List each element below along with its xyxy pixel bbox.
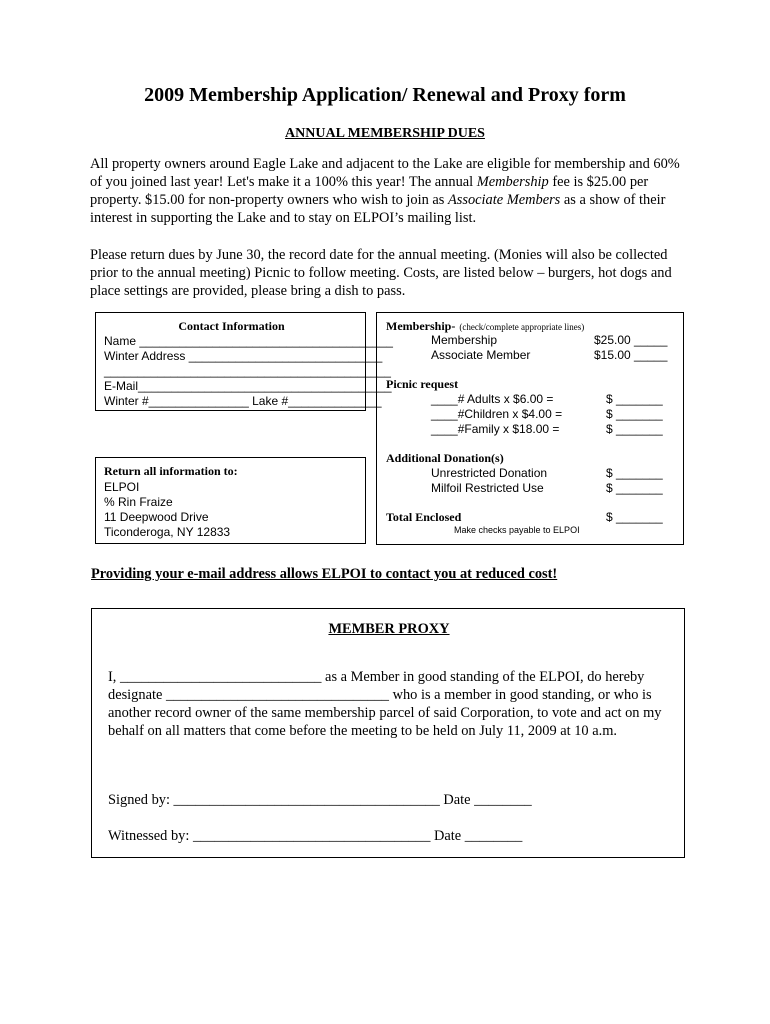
email-field[interactable]: E-Mail______________________________________ [104, 379, 392, 393]
return-address-line: 11 Deepwood Drive [104, 510, 209, 524]
donation-heading: Additional Donation(s) [386, 451, 504, 465]
total-label: Total Enclosed [386, 510, 462, 524]
address-line-2-field[interactable]: ___________________________________________ [104, 364, 391, 378]
signed-by-field[interactable]: Signed by: _____________________________________ Date ________ [108, 792, 532, 808]
membership-amount-field[interactable]: $25.00 _____ [594, 333, 668, 347]
proxy-box [91, 608, 685, 858]
total-amount[interactable]: $ _______ [606, 510, 663, 524]
unrestricted-donation-amount[interactable]: $ _______ [606, 466, 663, 480]
contact-info-box [95, 312, 393, 411]
checks-payable-note: Make checks payable to ELPOI [454, 525, 580, 535]
name-field[interactable]: Name ______________________________________ [104, 334, 393, 348]
return-address-line: % Rin Fraize [104, 495, 173, 509]
picnic-children-field[interactable]: ____#Children x $4.00 = [431, 407, 563, 421]
picnic-children-amount[interactable]: $ _______ [606, 407, 663, 421]
membership-option-label: Membership [431, 333, 498, 347]
return-info-box [95, 457, 366, 544]
return-heading: Return all information to: [104, 464, 238, 478]
picnic-family-field[interactable]: ____#Family x $18.00 = [431, 422, 560, 436]
return-address-line: Ticonderoga, NY 12833 [104, 525, 231, 539]
contact-heading: Contact Information [178, 319, 285, 333]
dues-box [376, 312, 684, 545]
intro-paragraph-1: All property owners around Eagle Lake and adjacent to the Lake are eligible for membership and 60% of you joined last year! Let's make it a 100% this year! The annual Membership fee is $25.00 per property. $15.00 for non-property owners who wish to join as Associate Members as a show of their interest in supporting the Lake and to stay on ELPOI’s mailing list. [90, 156, 680, 226]
associate-option-label: Associate Member [431, 348, 531, 362]
membership-heading: Membership- [386, 319, 456, 333]
proxy-heading: MEMBER PROXY [328, 621, 450, 637]
membership-note: (check/complete appropriate lines) [459, 322, 585, 332]
intro-paragraph-2: Please return dues by June 30, the record date for the annual meeting. (Monies will also be collected prior to the annual meeting) Picnic to follow meeting. Costs, are listed below – burgers, hot dogs and place settings are provided, please bring a dish to pass. [90, 247, 672, 299]
email-notice: Providing your e-mail address allows ELPOI to contact you at reduced cost! [91, 566, 558, 582]
unrestricted-donation-label: Unrestricted Donation [431, 466, 548, 480]
picnic-family-amount[interactable]: $ _______ [606, 422, 663, 436]
milfoil-donation-amount[interactable]: $ _______ [606, 481, 663, 495]
witnessed-by-field[interactable]: Witnessed by: _________________________________ Date ________ [108, 828, 523, 844]
picnic-heading: Picnic request [386, 377, 459, 391]
picnic-adults-amount[interactable]: $ _______ [606, 392, 663, 406]
associate-amount-field[interactable]: $15.00 _____ [594, 348, 668, 362]
phone-numbers-field[interactable]: Winter #_______________ Lake #______________ [104, 394, 382, 408]
return-address-line: ELPOI [104, 480, 140, 494]
proxy-text[interactable]: I, ____________________________ as a Member in good standing of the ELPOI, do hereby designate _______________________________ who is a member in good standing, or who is another record owner of the same membership parcel of said Corporation, to vote and act on my behalf on all matters that come before the meeting to be held on July 11, 2009 at 10 a.m. [108, 669, 662, 739]
page-title: 2009 Membership Application/ Renewal and Proxy form [144, 84, 626, 106]
picnic-adults-field[interactable]: ____# Adults x $6.00 = [431, 392, 554, 406]
section-heading-dues: ANNUAL MEMBERSHIP DUES [285, 126, 485, 141]
winter-address-field[interactable]: Winter Address _____________________________ [104, 349, 383, 363]
milfoil-donation-label: Milfoil Restricted Use [431, 481, 544, 495]
